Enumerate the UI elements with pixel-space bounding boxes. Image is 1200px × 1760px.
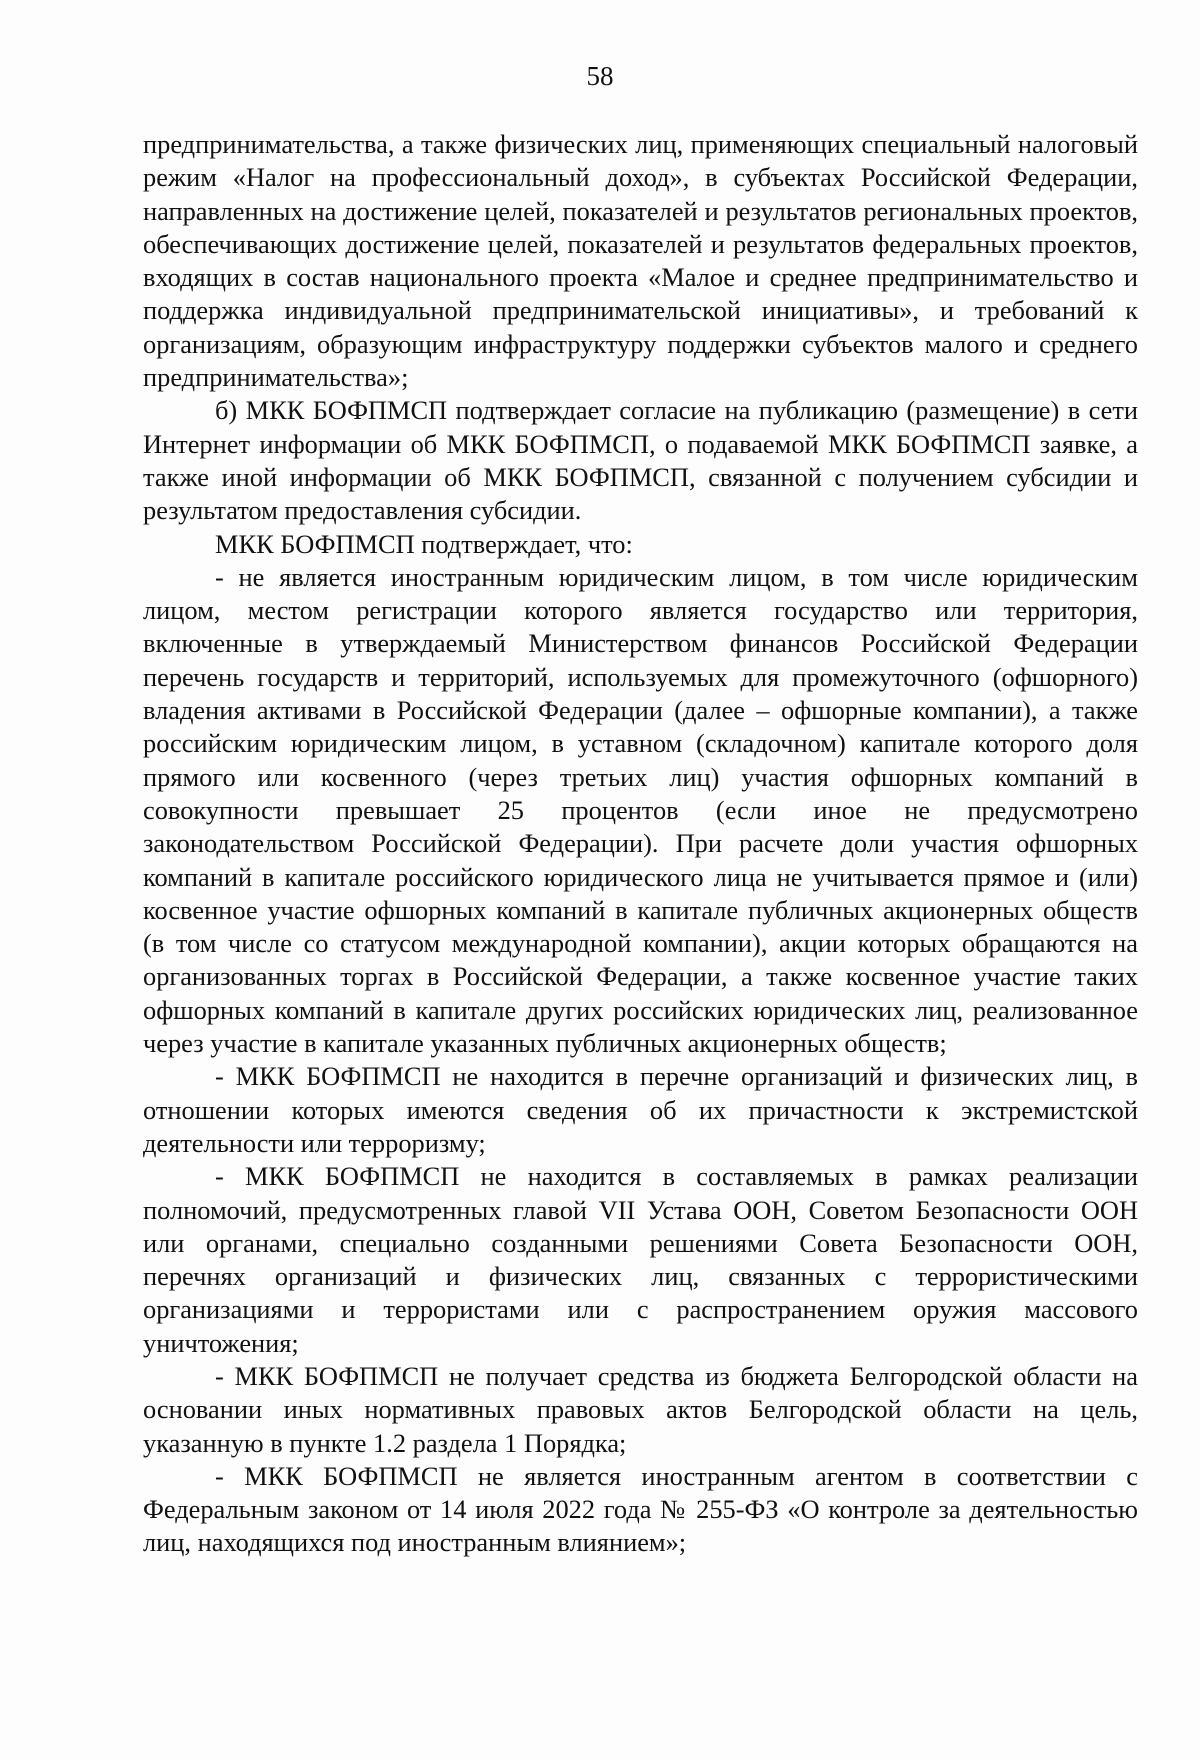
- document-body: [143, 128, 1138, 1560]
- paragraph-not-un-list: - МКК БОФПМСП не находится в составляемых в рамках реализации полномочий, предусмотренных главой VII Устава ООН, Советом Безопасности ООН или органами, специально созданными решениями Совета Безопасности ООН, перечнях организаций и физических лиц, связанных с террористическими организациями и террористами или с распространением оружия массового уничтожения;: [143, 1161, 1138, 1358]
- paragraph-not-foreign-agent: - МКК БОФПМСП не является иностранным агентом в соответствии с Федеральным законом от 14 июля 2022 года № 255-ФЗ «О контроле за деятельностью лиц, находящихся под иностранным влиянием»;: [143, 1460, 1138, 1558]
- paragraph-consent: б) МКК БОФПМСП подтверждает согласие на публикацию (размещение) в сети Интернет информации об МКК БОФПМСП, о подаваемой МКК БОФПМСП заявке, а также иной информации об МКК БОФПМСП, связанной с получением субсидии и результатом предоставления субсидии.: [143, 395, 1138, 526]
- page-number: 58: [586, 61, 614, 91]
- paragraph-continuation: предпринимательства, а также физических лиц, применяющих специальный налоговый режим «Налог на профессиональный доход», в субъектах Российской Федерации, направленных на достижение целей, показателей и результатов региональных проектов, обеспечивающих достижение целей, показателей и результатов федеральных проектов, входящих в состав национального проекта «Малое и среднее предпринимательство и поддержка индивидуальной предпринимательской инициативы», и требований к организациям, образующим инфраструктуру поддержки субъектов малого и среднего предпринимательства»;: [143, 129, 1138, 393]
- paragraph-not-foreign-entity: - не является иностранным юридическим лицом, в том числе юридическим лицом, местом регистрации которого является государство или территория, включенные в утверждаемый Министерством финансов Российской Федерации перечень государств и территорий, используемых для промежуточного (офшорного) владения активами в Российской Федерации (далее – офшорные компании), а также российским юридическим лицом, в уставном (складочном) капитале которого доля прямого или косвенного (через третьих лиц) участия офшорных компаний в совокупности превышает 25 процентов (если иное не предусмотрено законодательством Российской Федерации). При расчете доли участия офшорных компаний в капитале российского юридического лица не учитывается прямое и (или) косвенное участие офшорных компаний в капитале публичных акционерных обществ (в том числе со статусом международной компании), акции которых обращаются на организованных торгах в Российской Федерации, а также косвенное участие таких офшорных компаний в капитале других российских юридических лиц, реализованное через участие в капитале указанных публичных акционерных обществ;: [143, 561, 1138, 1059]
- paragraph-confirms: МКК БОФПМСП подтверждает, что:: [215, 528, 633, 559]
- paragraph-no-other-funds: - МКК БОФПМСП не получает средства из бюджета Белгородской области на основании иных нормативных правовых актов Белгородской области на цель, указанную в пункте 1.2 раздела 1 Порядка;: [143, 1360, 1138, 1458]
- paragraph-not-extremist-list: - МКК БОФПМСП не находится в перечне организаций и физических лиц, в отношении которых имеются сведения об их причастности к экстремистской деятельности или терроризму;: [143, 1061, 1138, 1158]
